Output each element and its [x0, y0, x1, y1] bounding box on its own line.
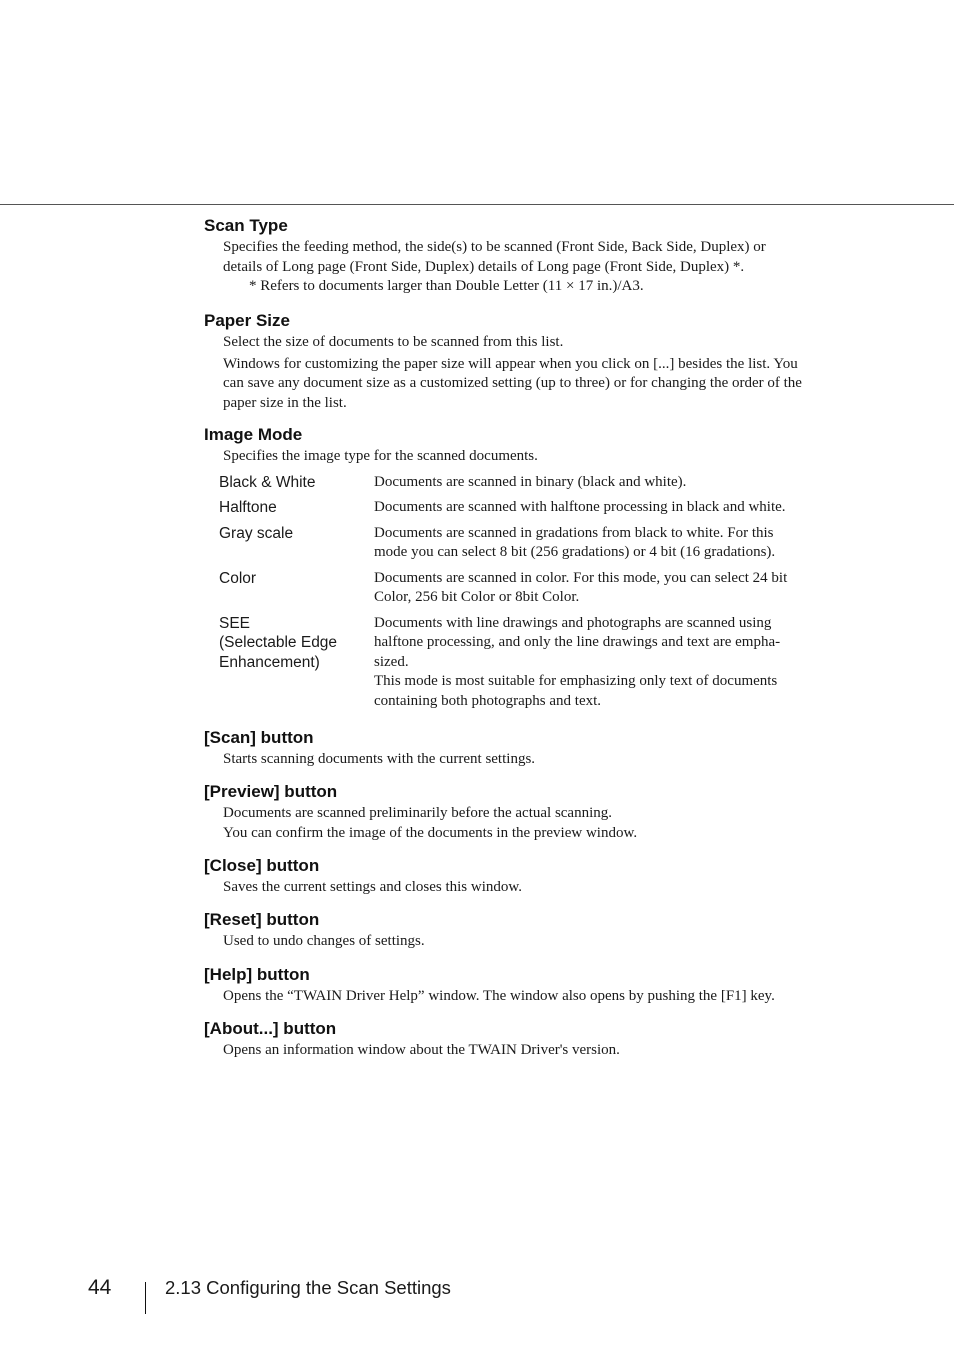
text-line: Documents are scanned preliminarily before the actual scanning.	[223, 805, 613, 821]
chapter-title: 2.13 Configuring the Scan Settings	[165, 1277, 451, 1298]
section-scan-button	[204, 728, 844, 770]
mode-row-black-white	[219, 473, 844, 493]
help-button-body	[204, 987, 844, 1007]
text-line: can save any document size as a customized setting (up to three) or for changing the order of the	[223, 375, 802, 391]
heading-help-button: [Help] button	[204, 965, 310, 984]
mode-row-halftone	[219, 498, 844, 518]
image-mode-table	[204, 473, 844, 712]
page-number: 44	[88, 1276, 112, 1299]
text-line: This mode is most suitable for emphasizing only text of documents	[374, 673, 778, 689]
header-rule	[0, 204, 954, 205]
text-line: Saves the current settings and closes this window.	[223, 879, 522, 895]
text-line: halftone processing, and only the line drawings and text are empha-	[374, 634, 781, 650]
heading-close-button: [Close] button	[204, 856, 320, 875]
mode-name: Halftone	[219, 499, 277, 516]
text-line: Documents are scanned in binary (black and white).	[374, 473, 687, 490]
close-button-body	[204, 878, 844, 898]
image-mode-body	[204, 447, 844, 467]
text-line: containing both photographs and text.	[374, 692, 602, 709]
mode-desc	[374, 569, 844, 608]
text-line: Documents are scanned in color. For this mode, you can select 24 bit	[374, 569, 788, 586]
scan-type-body	[204, 238, 844, 297]
section-close-button	[204, 856, 844, 898]
text-line: paper size in the list.	[223, 394, 347, 411]
text-line: details of Long page (Front Side, Duplex) details of Long page (Front Side, Duplex) *.	[223, 258, 745, 275]
mode-desc	[374, 524, 844, 563]
text-line: Documents are scanned with halftone processing in black and white.	[374, 499, 786, 515]
text-line: Select the size of documents to be scanned from this list.	[223, 334, 564, 350]
heading-scan-type: Scan Type	[204, 216, 288, 235]
section-scan-type	[204, 216, 844, 297]
section-help-button	[204, 965, 844, 1007]
text-line: Color, 256 bit Color or 8bit Color.	[374, 589, 580, 605]
text-line: Windows for customizing the paper size will appear when you click on [...] besides the list. You	[223, 355, 798, 372]
section-reset-button	[204, 910, 844, 952]
text-line: Opens an information window about the TWAIN Driver's version.	[223, 1042, 620, 1058]
heading-paper-size: Paper Size	[204, 311, 290, 330]
section-preview-button	[204, 782, 844, 843]
text-line: Opens the “TWAIN Driver Help” window. The window also opens by pushing the [F1] key.	[223, 988, 775, 1004]
heading-image-mode: Image Mode	[204, 425, 303, 444]
paper-size-body	[204, 333, 844, 413]
reset-button-body	[204, 932, 844, 952]
mode-name: Gray scale	[219, 524, 294, 542]
heading-about-button: [About...] button	[204, 1019, 337, 1038]
page-footer	[0, 1270, 954, 1320]
mode-row-see	[219, 614, 844, 712]
text-line: Specifies the image type for the scanned documents.	[223, 448, 538, 464]
mode-name: SEE (Selectable Edge Enhancement)	[219, 614, 338, 671]
text-line: mode you can select 8 bit (256 gradations) or 4 bit (16 gradations).	[374, 544, 776, 560]
text-line: Specifies the feeding method, the side(s) to be scanned (Front Side, Back Side, Duplex) or	[223, 239, 766, 255]
footnote: * Refers to documents larger than Double Letter (11 × 17 in.)/A3.	[249, 278, 644, 294]
scan-button-body	[204, 750, 844, 770]
section-about-button	[204, 1019, 844, 1061]
mode-desc	[374, 614, 844, 712]
mode-row-gray-scale	[219, 524, 844, 563]
mode-row-color	[219, 569, 844, 608]
mode-desc	[374, 473, 844, 493]
mode-name: Color	[219, 569, 257, 587]
preview-button-body	[204, 804, 844, 843]
heading-reset-button: [Reset] button	[204, 910, 320, 929]
text-line: Documents are scanned in gradations from black to white. For this	[374, 524, 774, 541]
mode-name: Black & White	[219, 473, 316, 491]
mode-desc	[374, 498, 844, 518]
text-line: Used to undo changes of settings.	[223, 933, 425, 949]
heading-preview-button: [Preview] button	[204, 782, 338, 801]
heading-scan-button: [Scan] button	[204, 728, 314, 747]
about-button-body	[204, 1041, 844, 1061]
text-line: You can confirm the image of the documents in the preview window.	[223, 824, 638, 841]
section-paper-size	[204, 311, 844, 413]
text-line: sized.	[374, 653, 409, 670]
text-line: Documents with line drawings and photographs are scanned using	[374, 614, 772, 631]
text-line: Starts scanning documents with the current settings.	[223, 751, 536, 767]
footer-divider	[145, 1282, 146, 1314]
section-image-mode	[204, 425, 844, 717]
